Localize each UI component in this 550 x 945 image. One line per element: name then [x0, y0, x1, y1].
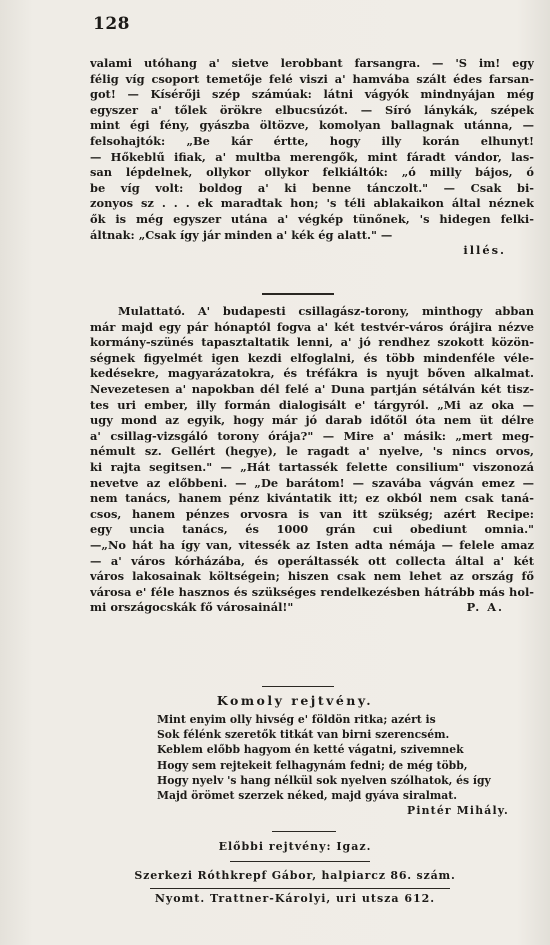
paragraph-carnival	[90, 56, 534, 259]
text-line: félig víg csoport temetője felé viszi a' hamvába szált édes farsan-	[90, 71, 534, 86]
text-line: zonyos sz . . . ek maradtak hon; 's téli ablakaikon által néznek	[90, 196, 534, 211]
text-line: got! — Kísérőji szép számúak: látni vágyók mindnyájan még	[90, 87, 534, 102]
text-line: san lépdelnek, ollykor ollykor felkiáltók: „ó milly bájos, ó	[90, 165, 534, 180]
text-line: ki rajta segitsen." — „Hát tartassék felette consilium" viszonozá	[90, 459, 534, 474]
text-line: Nevezetesen a' napokban dél felé a' Duna partján sétálván két tisz-	[90, 381, 534, 396]
text-line: mint égi fény, gyászba öltözve, komolyan ballagnak utánna, —	[90, 118, 534, 133]
text-line: ők is még egyszer utána a' végkép tünőnek, 's hidegen felki-	[90, 211, 534, 226]
text-line: be víg volt: boldog a' ki benne tánczolt." — Csak bi-	[90, 180, 534, 195]
text-line: — Hőkeblű ifiak, a' multba merengők, mint fáradt vándor, las-	[90, 149, 534, 164]
section-divider	[272, 831, 336, 832]
poem-title: Komoly rejtvény.	[216, 693, 374, 708]
editor-line: Szerkezi Róthkrepf Gábor, halpiarcz 86. szám.	[134, 869, 456, 882]
poem-line: Majd örömet szerzek néked, majd gyáva siralmat.	[157, 788, 458, 802]
text-line: Mulattató. A' budapesti csillagász-torony, minthogy abban	[118, 304, 534, 318]
printer-line: Nyomt. Trattner-Károlyi, uri utsza 612.	[154, 892, 436, 905]
text-line: a' csillag-vizsgáló torony órája?" — Mire a' másik: „mert meg-	[90, 428, 534, 443]
author-signature: P. A.	[466, 600, 504, 615]
section-divider	[262, 293, 334, 295]
poem-line: Hogy sem rejtekeit felhagynám fedni; de még több,	[157, 758, 468, 772]
text-line: kedésekre, magyarázatokra, és tréfákra is nyujt bőven alkalmat.	[90, 366, 534, 381]
text-line: már majd egy pár hónaptól fogva a' két testvér-város órájira nézve	[90, 319, 534, 334]
author-signature: illés.	[463, 243, 506, 258]
text-line: nevetve az előbbeni. — „De barátom! — szavába vágván emez —	[90, 475, 534, 490]
poem-line: Sok félénk szeretők titkát van birni szerencsém.	[157, 728, 450, 742]
text-line: tes uri ember, illy formán dialogisált e' tárgyról. „Mi az oka —	[90, 397, 534, 412]
text-fragment: mi országocskák fő városainál!"	[90, 600, 294, 615]
poem-line: Keblem előbb hagyom én ketté vágatni, szivemnek	[157, 743, 464, 757]
author-signature: Pintér Mihály.	[407, 804, 509, 818]
text-line: felsohajtók: „Be kár értte, hogy illy korán elhunyt!	[90, 133, 534, 148]
text-line: egy uncia tanács, és 1000 grán cui obediunt omnia."	[90, 522, 534, 537]
text-line: nem tanács, hanem pénz kivántatik itt; ez okból nem csak taná-	[90, 491, 534, 506]
text-line: — a' város kórházába, és operáltassék ott collecta által a' két	[90, 553, 534, 568]
text-line: város lakosainak költségein; hiszen csak nem lehet az ország fő	[90, 569, 534, 584]
text-line-with-signature	[90, 600, 534, 616]
text-line: egyszer a' tőlek örökre elbucsúzót. — Síró lánykák, szépek	[90, 102, 534, 117]
text-line: kormány-szünés tapasztaltatik lenni, a' jó rendhez szokott közön-	[90, 335, 534, 350]
text-line: —„No hát ha így van, vitessék az Isten adta némája — felele amaz	[90, 537, 534, 552]
section-divider	[262, 686, 334, 687]
text-line: áltnak: „Csak így jár minden a' kék ég alatt." —	[90, 227, 393, 242]
text-line: városa e' féle hasznos és szükséges rendelkezésben hátrább más hol-	[90, 584, 534, 599]
paragraph-observatory	[90, 304, 534, 616]
section-divider	[230, 861, 370, 862]
text-line: némult sz. Gellért (hegye), le ragadt a' nyelve, 's nincs orvos,	[90, 444, 534, 459]
text-line: csos, hanem pénzes orvosra is van itt szükség; azért Recipe:	[90, 506, 534, 521]
poem-line: Mint enyim olly hivség e' földön ritka; azért is	[157, 713, 436, 726]
section-divider	[150, 888, 450, 889]
text-line: ségnek figyelmét igen kezdi elfoglalni, és több mindenféle véle-	[90, 350, 534, 365]
poem-line: Hogy nyelv 's hang nélkül sok nyelven szólhatok, és így	[157, 773, 491, 787]
page-number: 128	[93, 14, 130, 34]
previous-riddle-answer: Előbbi rejtvény: Igaz.	[218, 840, 372, 853]
text-line: ugy mond az egyik, hogy már jó darab időtől óta nem üt délre	[90, 413, 534, 428]
text-line: valami utóhang a' sietve lerobbant farsangra. — 'S im! egy	[90, 56, 534, 70]
poem	[157, 712, 509, 818]
